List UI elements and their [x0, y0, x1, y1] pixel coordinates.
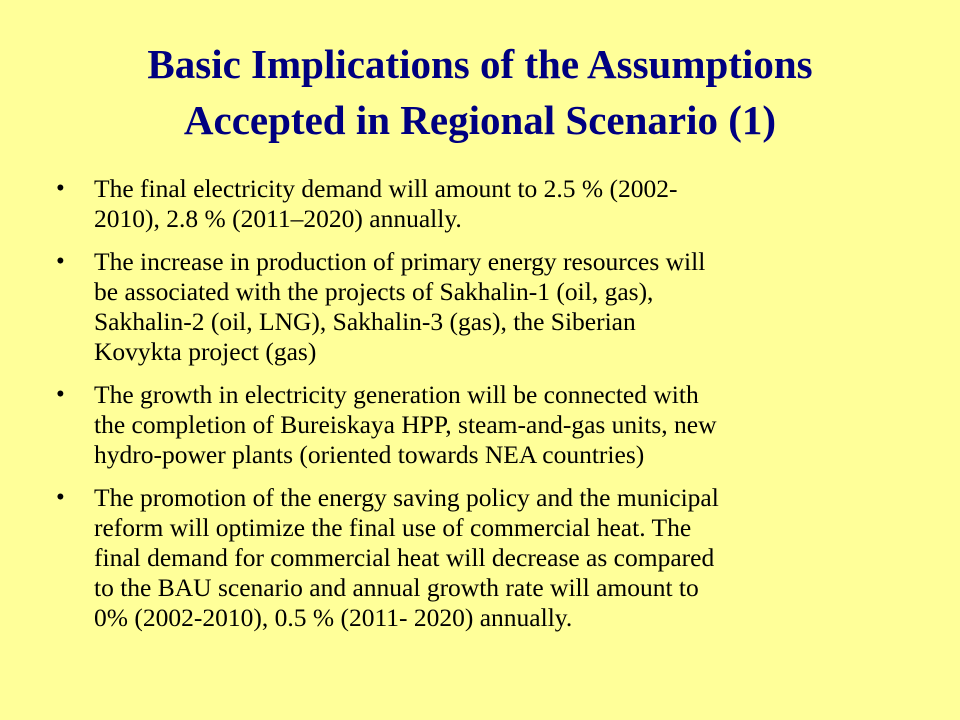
slide-title-line-1: Basic Implications of the Assumptions	[147, 41, 813, 87]
bullet-line: to the BAU scenario and annual growth rate will amount to	[94, 573, 699, 602]
bullet-line: The promotion of the energy saving policy and the municipal	[94, 483, 719, 512]
bullet-point-icon: •	[56, 175, 65, 202]
slide-title-line-2: Accepted in Regional Scenario (1)	[183, 97, 777, 143]
bullet-line: reform will optimize the final use of commercial heat. The	[94, 513, 692, 542]
bullet-line: the completion of Bureiskaya HPP, steam-and-gas units, new	[94, 410, 717, 439]
bullet-line: The increase in production of primary energy resources will	[94, 247, 706, 276]
bullet-line: final demand for commercial heat will decrease as compared	[94, 543, 715, 572]
bullet-line: 2010), 2.8 % (2011–2020) annually.	[94, 204, 462, 233]
bullet-line: Sakhalin-2 (oil, LNG), Sakhalin-3 (gas), the Siberian	[94, 307, 636, 336]
bullet-point-icon: •	[56, 484, 65, 511]
bullet-item-electricity-demand	[56, 174, 914, 234]
slide-title	[40, 36, 920, 148]
bullet-point-icon: •	[56, 248, 65, 275]
bullet-item-energy-saving-policy	[56, 483, 914, 633]
bullet-line: Kovykta project (gas)	[94, 337, 317, 366]
bullet-line: be associated with the projects of Sakhalin-1 (oil, gas),	[94, 277, 654, 306]
bullet-point-icon: •	[56, 381, 65, 408]
bullet-list	[56, 174, 914, 646]
bullet-line: 0% (2002-2010), 0.5 % (2011- 2020) annually.	[94, 603, 573, 632]
bullet-line: The final electricity demand will amount to 2.5 % (2002-	[94, 174, 678, 203]
bullet-line: hydro-power plants (oriented towards NEA countries)	[94, 440, 645, 469]
bullet-item-electricity-generation	[56, 380, 914, 470]
bullet-item-primary-energy	[56, 247, 914, 367]
bullet-line: The growth in electricity generation will be connected with	[94, 380, 699, 409]
